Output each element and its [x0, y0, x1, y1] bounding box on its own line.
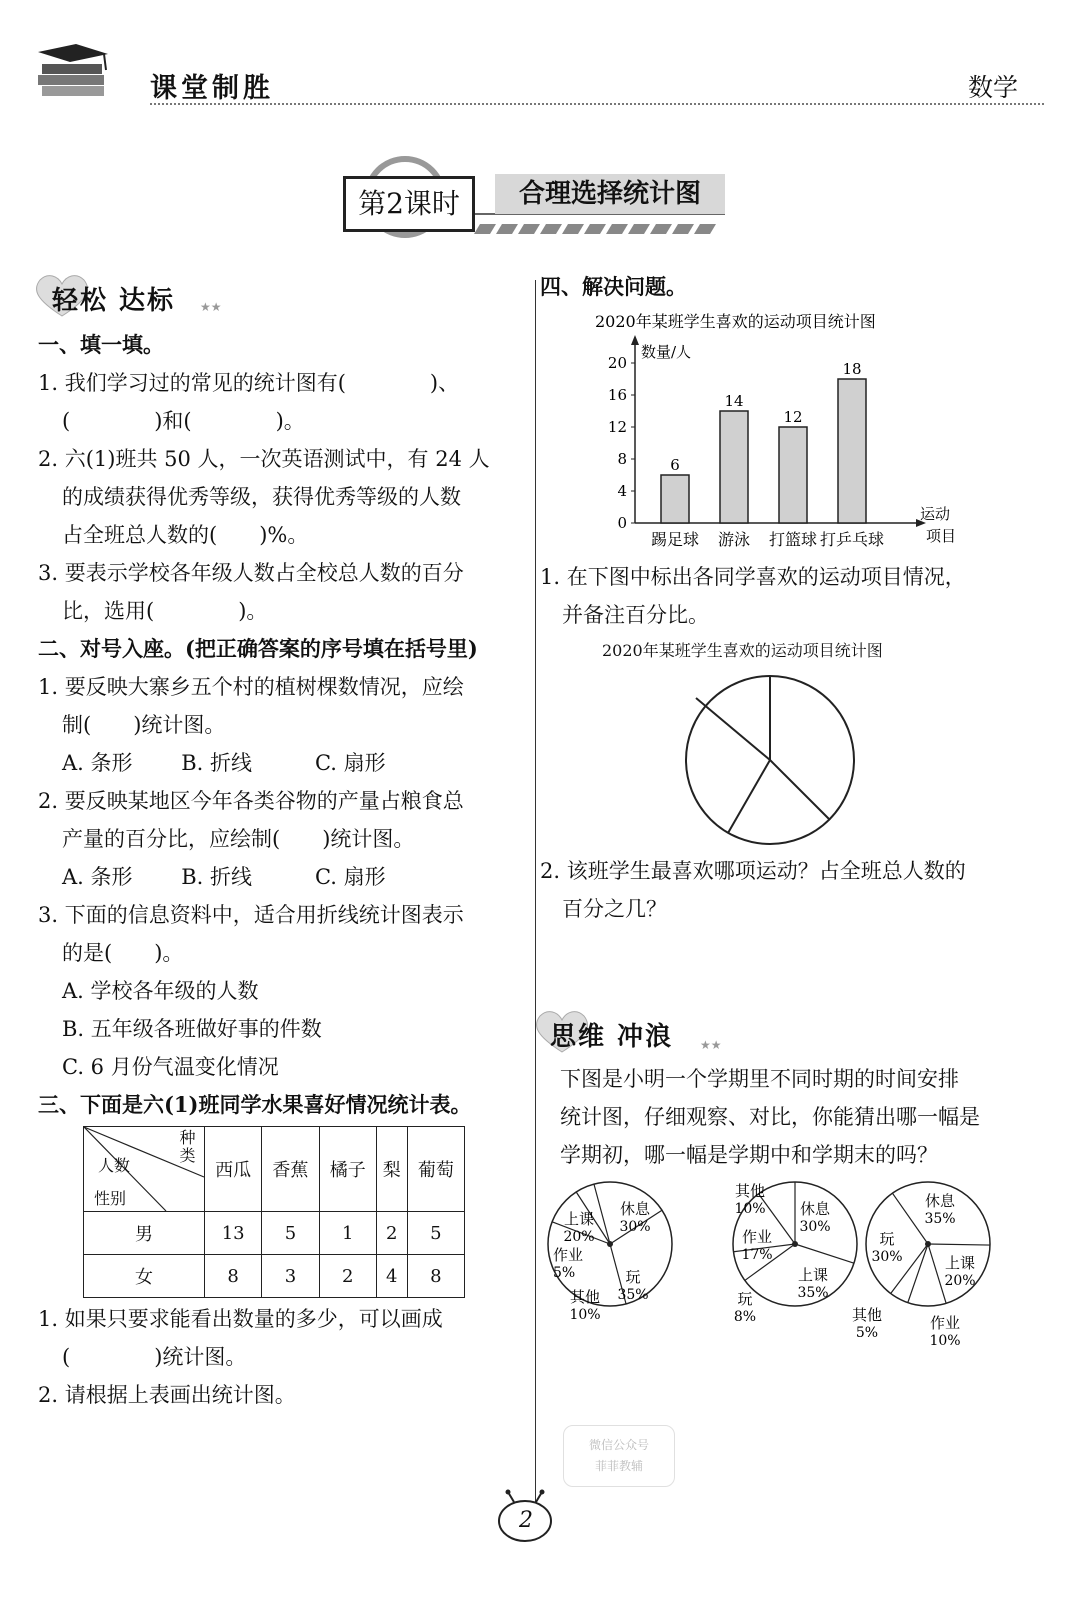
table-row [84, 1212, 465, 1255]
bar-chart [590, 305, 990, 555]
pie-slice-percent: 35% [924, 1211, 956, 1227]
y-tick-label: 0 [617, 514, 627, 532]
pie-slice-label: 玩 [879, 1230, 895, 1248]
lesson-number: 第2课时 [343, 176, 475, 232]
pie-center-dot [925, 1241, 931, 1247]
q2-3-line1: 3. 下面的信息资料中，适合用折线统计图表示 [38, 903, 464, 927]
bar-chart-title: 2020年某班学生喜欢的运动项目统计图 [595, 312, 876, 331]
pie-chart-title: 2020年某班学生喜欢的运动项目统计图 [602, 641, 883, 660]
pie-slice-label: 玩 [625, 1268, 641, 1286]
think-line2: 统计图，仔细观察、对比，你能猜出哪一幅是 [560, 1105, 980, 1129]
pie-slice-label: 休息 [799, 1200, 831, 1218]
pie-slice-percent: 30% [619, 1219, 651, 1235]
q3-1-line1: 1. 如果只要求能看出数量的多少，可以画成 [38, 1307, 443, 1331]
pie-center-dot [607, 1241, 613, 1247]
q3-1-line2: ( )统计图。 [62, 1345, 247, 1369]
bar [838, 379, 866, 523]
table-cell: 2 [319, 1255, 376, 1298]
pie-center-dot [792, 1241, 798, 1247]
pie-slice-percent: 20% [944, 1273, 976, 1289]
blank-pie-divider [696, 698, 770, 760]
q1-3-line2: 比，选用( )。 [62, 599, 268, 623]
table-header-cell: 梨 [376, 1127, 407, 1212]
blank-pie-divider [728, 760, 770, 833]
table-cell: 8 [407, 1255, 464, 1298]
pie-slice-percent: 5% [855, 1325, 879, 1341]
q1-1-line2: ( )和( )。 [62, 409, 305, 433]
q4-2-line2: 百分之几？ [562, 897, 667, 921]
watermark-line2: 菲菲教辅 [594, 1459, 643, 1473]
section-choice-title: 二、对号入座。(把正确答案的序号填在括号里) [38, 636, 478, 661]
lesson-title: 合理选择统计图 [495, 174, 725, 214]
y-axis-arrow [631, 335, 639, 345]
q4-2-line1: 2. 该班学生最喜欢哪项运动？占全班总人数的 [540, 859, 966, 883]
book-stack-logo-icon [28, 42, 118, 102]
q4-1-line1: 1. 在下图中标出各同学喜欢的运动项目情况， [540, 565, 966, 589]
column-divider [535, 280, 536, 1510]
pie-slice-label: 上课 [563, 1210, 595, 1228]
badge-stars: ★★ [700, 1038, 722, 1052]
q2-1-line2: 制( )统计图。 [62, 713, 226, 737]
badge-stars: ★★ [200, 300, 222, 314]
table-cell: 1 [319, 1212, 376, 1255]
blank-pie-divider [770, 760, 830, 820]
table-header-cell: 西瓜 [205, 1127, 262, 1212]
y-tick-label: 8 [617, 450, 627, 468]
pie-slice-percent: 35% [797, 1285, 829, 1301]
watermark-line1: 微信公众号 [588, 1438, 649, 1452]
section-badge-think: 思维 冲浪 [550, 1022, 674, 1052]
q2-1-line1: 1. 要反映大寨乡五个村的植树棵数情况，应绘 [38, 675, 464, 699]
bar-value-label: 6 [670, 456, 680, 474]
q4-1-line2: 并备注百分比。 [562, 603, 709, 627]
pie-slice-percent: 30% [871, 1249, 903, 1265]
q2-2-line1: 2. 要反映某地区今年各类谷物的产量占粮食总 [38, 789, 464, 813]
pie-slice-label: 作业 [929, 1314, 961, 1332]
y-tick-label: 4 [617, 482, 627, 500]
table-cell: 5 [262, 1212, 319, 1255]
bar [661, 475, 689, 523]
section-fill-title: 一、填一填。 [38, 332, 164, 357]
q1-2-line1: 2. 六(1)班共 50 人，一次英语测试中，有 24 人 [38, 447, 490, 471]
table-row-label: 女 [84, 1255, 205, 1298]
bar-value-label: 14 [724, 392, 744, 410]
x-axis-label: 项目 [926, 527, 957, 545]
table-corner-cell [84, 1127, 205, 1212]
x-tick-label: 打篮球 [768, 530, 818, 549]
watermark [563, 1425, 675, 1487]
y-tick-label: 12 [607, 418, 627, 436]
pie-slice-label: 其他 [851, 1306, 883, 1324]
page-number: 2 [519, 1508, 533, 1533]
semester-pies [545, 1172, 1000, 1349]
pie-slice-label: 上课 [797, 1266, 829, 1284]
q2-3-line2: 的是( )。 [62, 941, 184, 965]
q1-2-line3: 占全班总人数的( )%。 [62, 523, 309, 547]
pie-slice-percent: 35% [617, 1287, 649, 1303]
blank-pie-chart [680, 670, 860, 850]
y-axis-label: 数量/人 [641, 343, 692, 361]
x-tick-label: 打乒乓球 [819, 530, 885, 549]
corner-label-type: 种类 [177, 1129, 196, 1165]
bar [720, 411, 748, 523]
pie-slice-percent: 30% [799, 1219, 831, 1235]
q1-2-line2: 的成绩获得优秀等级，获得优秀等级的人数 [62, 485, 461, 509]
section-solve-title: 四、解决问题。 [540, 274, 687, 299]
bar [779, 427, 807, 523]
pie-slice-percent: 10% [569, 1307, 601, 1323]
header-title: 课堂制胜 [150, 73, 274, 104]
pie-slice-percent: 10% [929, 1333, 961, 1349]
table-cell: 13 [205, 1212, 262, 1255]
think-line3: 学期初，哪一幅是学期中和学期末的吗？ [560, 1143, 938, 1167]
pie-slice-label: 作业 [741, 1228, 773, 1246]
pie-slice-label: 休息 [924, 1192, 956, 1210]
y-tick-label: 20 [607, 354, 627, 372]
table-header-cell: 葡萄 [407, 1127, 464, 1212]
x-tick-label: 游泳 [717, 530, 751, 549]
bar-value-label: 12 [783, 408, 803, 426]
table-header-cell: 香蕉 [262, 1127, 319, 1212]
table-cell: 4 [376, 1255, 407, 1298]
q3-2-line: 2. 请根据上表画出统计图。 [38, 1383, 296, 1407]
table-row [84, 1255, 465, 1298]
q2-3-option-b: B. 五年级各班做好事的件数 [62, 1017, 322, 1041]
table-cell: 2 [376, 1212, 407, 1255]
pie-slice-percent: 17% [741, 1247, 773, 1263]
pie-slice-percent: 20% [563, 1229, 595, 1245]
table-cell: 3 [262, 1255, 319, 1298]
pie-slice-label: 上课 [944, 1254, 976, 1272]
pie-slice-percent: 8% [733, 1309, 757, 1325]
think-line1: 下图是小明一个学期里不同时期的时间安排 [560, 1067, 959, 1091]
x-axis-label: 运动 [920, 505, 951, 523]
fruit-table [83, 1126, 465, 1298]
header-subject: 数学 [967, 73, 1018, 102]
q2-1-options: A. 条形 B. 折线 C. 扇形 [62, 751, 386, 775]
corner-label-gender: 性别 [94, 1189, 127, 1208]
table-row-label: 男 [84, 1212, 205, 1255]
pie-slice-label: 其他 [734, 1182, 766, 1200]
pie-slice-percent: 10% [734, 1201, 766, 1217]
pie-slice-label: 其他 [569, 1288, 601, 1306]
bar-value-label: 18 [842, 360, 862, 378]
pie-slice-percent: 5% [553, 1265, 576, 1281]
table-cell: 5 [407, 1212, 464, 1255]
q1-3-line1: 3. 要表示学校各年级人数占全校总人数的百分 [38, 561, 464, 585]
section-badge-easy: 轻松 达标 [52, 286, 176, 316]
q2-2-line2: 产量的百分比，应绘制( )统计图。 [62, 827, 415, 851]
corner-label-count: 人数 [98, 1156, 131, 1175]
pie-slice-label: 作业 [553, 1246, 584, 1264]
pie-slice-label: 玩 [737, 1290, 753, 1308]
q2-3-option-a: A. 学校各年级的人数 [62, 979, 259, 1003]
pie-slice-label: 休息 [619, 1200, 651, 1218]
q1-1-line1: 1. 我们学习过的常见的统计图有( )、 [38, 371, 460, 395]
header-divider [150, 103, 1044, 105]
q2-2-options: A. 条形 B. 折线 C. 扇形 [62, 865, 386, 889]
q2-3-option-c: C. 6 月份气温变化情况 [62, 1055, 279, 1079]
table-cell: 8 [205, 1255, 262, 1298]
section-table-title: 三、下面是六(1)班同学水果喜好情况统计表。 [38, 1092, 472, 1117]
table-header-cell: 橘子 [319, 1127, 376, 1212]
y-tick-label: 16 [607, 386, 627, 404]
x-tick-label: 踢足球 [650, 530, 700, 549]
